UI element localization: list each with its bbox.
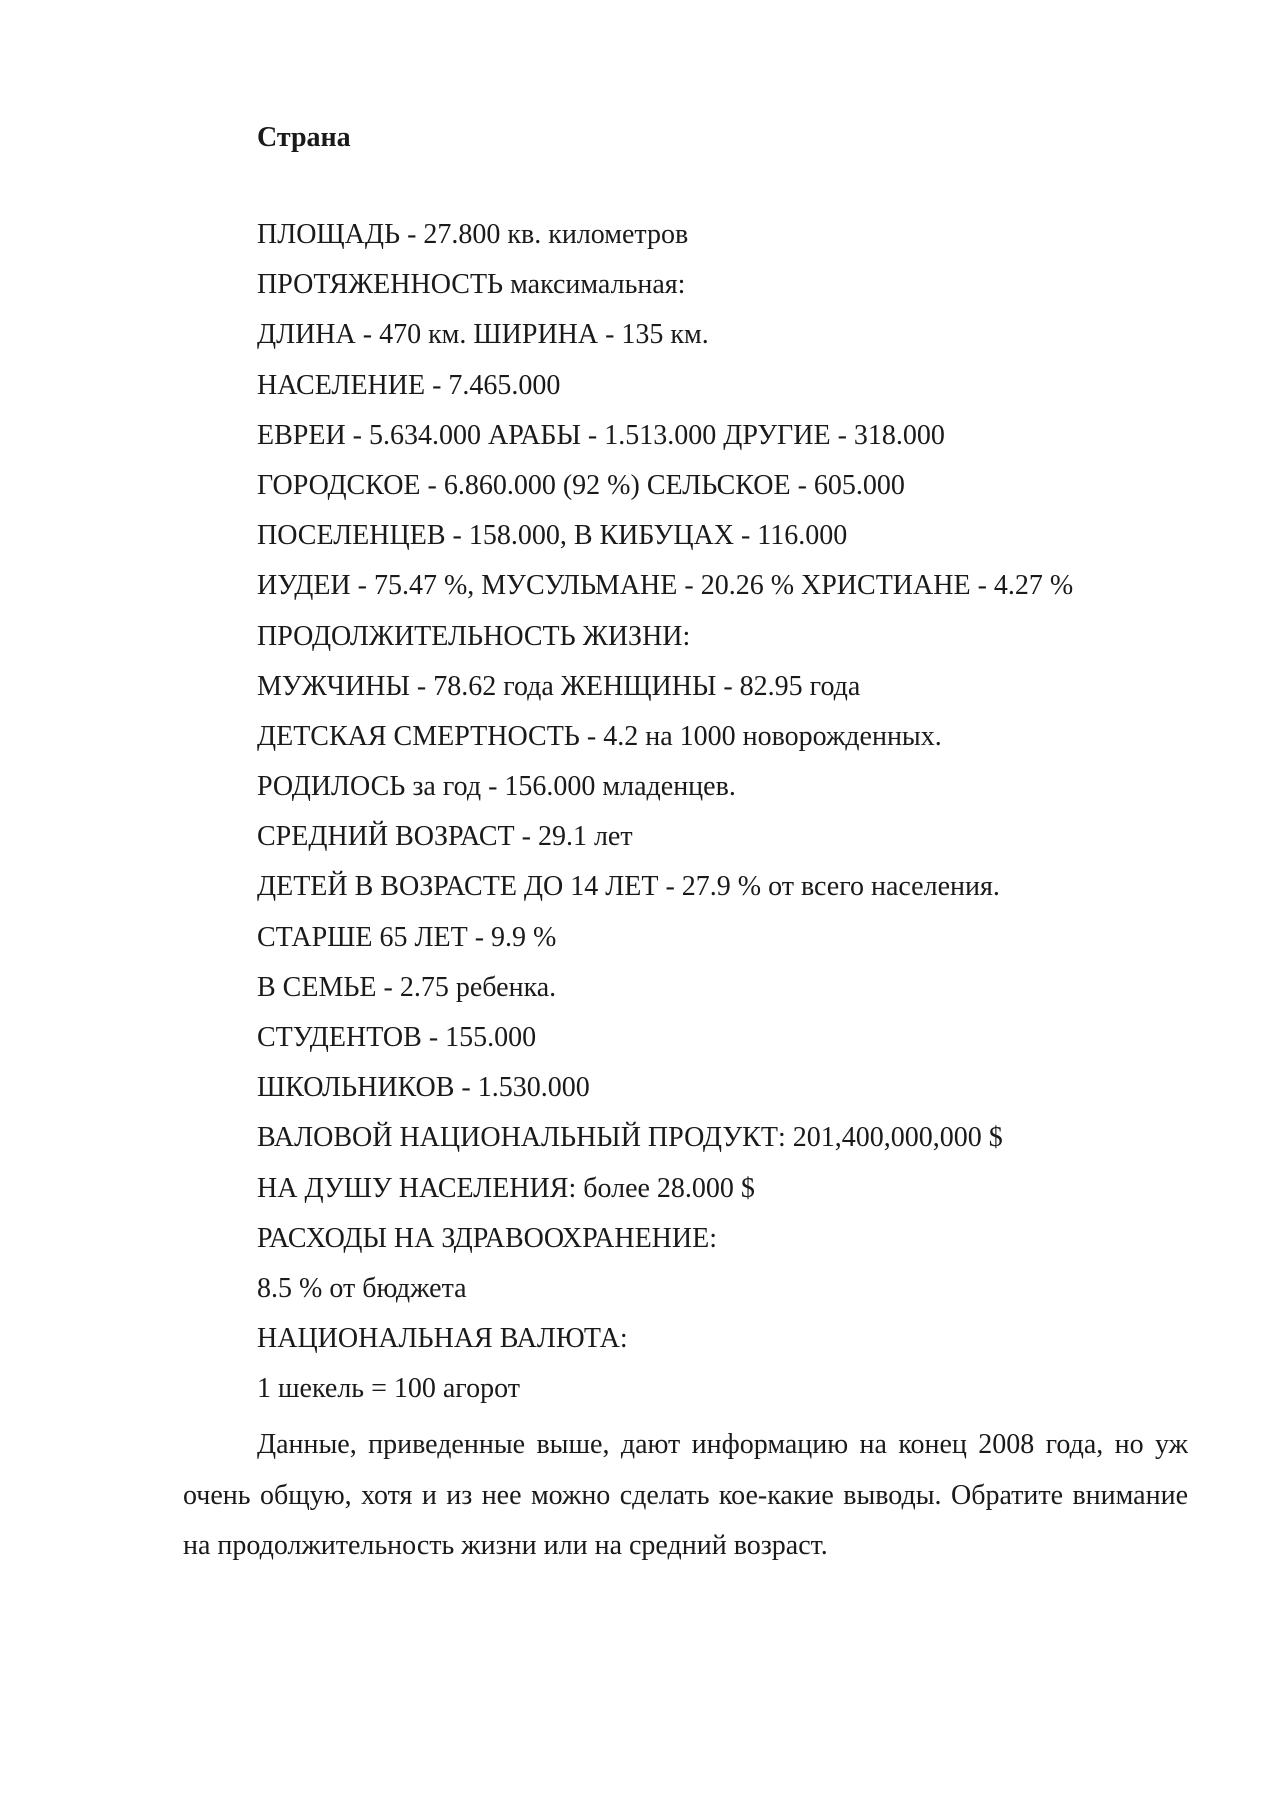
stat-line: РОДИЛОСЬ за год - 156.000 младенцев.: [257, 771, 736, 803]
stat-line: ПЛОЩАДЬ - 27.800 кв. километров: [257, 219, 689, 250]
stat-line: СРЕДНИЙ ВОЗРАСТ - 29.1 лет: [257, 821, 633, 853]
stat-line: ГОРОДСКОЕ - 6.860.000 (92 %) СЕЛЬСКОЕ - 605.000: [257, 469, 905, 501]
page-heading: Страна: [257, 122, 351, 153]
stat-line: 8.5 % от бюджета: [257, 1272, 467, 1304]
stat-line: ДЕТСКАЯ СМЕРТНОСТЬ - 4.2 на 1000 новорожденных.: [257, 720, 942, 752]
summary-paragraph: Данные, приведенные выше, дают информацию на конец 2008 года, но уж очень общую, хотя и из нее можно сделать кое-какие выводы. Обратите внимание на продолжительность жизни или на средний возраст.: [183, 1429, 1188, 1561]
stat-line: ПРОТЯЖЕННОСТЬ максимальная:: [257, 269, 686, 301]
stat-line: НАСЕЛЕНИЕ - 7.465.000: [257, 369, 561, 401]
stat-line: СТУДЕНТОВ - 155.000: [257, 1022, 537, 1053]
stat-line: ДЛИНА - 470 км. ШИРИНА - 135 км.: [257, 319, 709, 351]
stat-line: ПОСЕЛЕНЦЕВ - 158.000, В КИБУЦАХ - 116.000: [257, 520, 848, 552]
stat-line: ВАЛОВОЙ НАЦИОНАЛЬНЫЙ ПРОДУКТ: 201,400,000,000 $: [257, 1122, 1003, 1154]
stat-line: ЕВРЕИ - 5.634.000 АРАБЫ - 1.513.000 ДРУГИЕ - 318.000: [257, 419, 945, 451]
stat-line: РАСХОДЫ НА ЗДРАВООХРАНЕНИЕ:: [257, 1222, 717, 1254]
stat-line: В СЕМЬЕ - 2.75 ребенка.: [257, 971, 557, 1003]
stat-line: ПРОДОЛЖИТЕЛЬНОСТЬ ЖИЗНИ:: [257, 620, 691, 652]
stat-line: МУЖЧИНЫ - 78.62 года ЖЕНЩИНЫ - 82.95 года: [257, 670, 861, 702]
stat-line: ДЕТЕЙ В ВОЗРАСТЕ ДО 14 ЛЕТ - 27.9 % от всего населения.: [257, 871, 1000, 903]
stat-line: НАЦИОНАЛЬНАЯ ВАЛЮТА:: [257, 1323, 628, 1355]
stat-line: НА ДУШУ НАСЕЛЕНИЯ: более 28.000 $: [257, 1172, 755, 1204]
stat-line: ИУДЕИ - 75.47 %, МУСУЛЬМАНЕ - 20.26 % ХРИСТИАНЕ - 4.27 %: [257, 570, 1074, 602]
stat-line: 1 шекель = 100 агорот: [257, 1373, 520, 1405]
stats-list: [257, 210, 1073, 1415]
stat-line: СТАРШЕ 65 ЛЕТ - 9.9 %: [257, 921, 557, 953]
stat-line: ШКОЛЬНИКОВ - 1.530.000: [257, 1072, 590, 1104]
